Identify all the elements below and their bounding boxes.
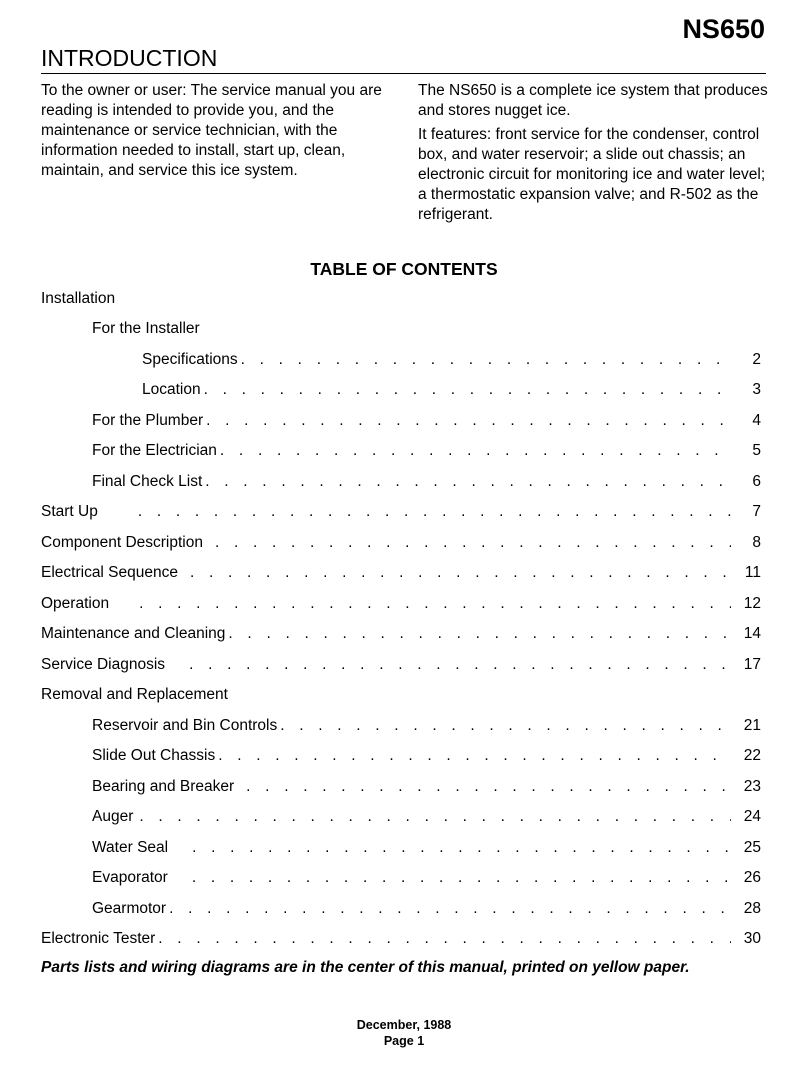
toc-leader-dots [228, 625, 731, 643]
toc-entry[interactable] [92, 467, 761, 497]
toc-leader-dots [169, 900, 731, 918]
toc-entry-label: Component Description [41, 534, 203, 551]
toc-entry-page: 4 [752, 412, 761, 429]
toc-entry-page: 25 [743, 839, 761, 856]
toc-entry-page: 8 [752, 534, 761, 551]
toc-entry-label: Location [142, 381, 201, 398]
toc-entry-label: Slide Out Chassis [92, 747, 216, 764]
toc-entry[interactable] [41, 924, 761, 954]
toc-entry-page: 30 [743, 930, 761, 947]
toc-entry-page: 12 [743, 595, 761, 612]
toc-leader-dots [205, 473, 731, 491]
toc-entry-page: 21 [743, 717, 761, 734]
intro-right-column [418, 81, 768, 225]
toc-entry-page: 22 [743, 747, 761, 764]
toc-entry[interactable] [92, 894, 761, 924]
toc-entry[interactable] [92, 406, 761, 436]
toc-entry-label: Installation [41, 290, 116, 307]
toc-leader-dots [139, 595, 731, 613]
toc-leader-dots [220, 442, 731, 460]
toc-leader-dots [204, 381, 731, 399]
intro-owner-paragraph: To the owner or user: The service manual you are reading is intended to provide you, and the maintenance or service technician, with the information needed to install, start up, clean, maintain, and service this ice system. [41, 82, 382, 179]
toc-leader-dots [246, 778, 731, 796]
toc-leader-dots [138, 503, 731, 521]
intro-left-column [41, 81, 396, 181]
intro-features-paragraph: It features: front service for the condenser, control box, and water reservoir; a slide out chassis; an electronic circuit for monitoring ice and water level; a thermostatic expansion valve; and R-502 as the refrigerant. [418, 126, 766, 223]
toc-entry-label: Electrical Sequence [41, 564, 178, 581]
toc-entry-label: Auger [92, 808, 134, 825]
toc-entry[interactable] [92, 802, 761, 832]
toc-entry[interactable] [41, 680, 761, 710]
toc-entry[interactable] [41, 497, 761, 527]
toc-entry-page: 11 [744, 564, 761, 581]
toc-leader-dots [190, 564, 731, 582]
header-rule [41, 73, 766, 74]
toc-entry-page: 14 [743, 625, 761, 642]
toc-leader-dots [192, 869, 731, 887]
toc-entry[interactable] [92, 436, 761, 466]
toc-entry-label: Operation [41, 595, 110, 612]
page-footer [0, 1017, 808, 1049]
toc-entry-label: For the Electrician [92, 442, 217, 459]
toc-title: TABLE OF CONTENTS [310, 259, 498, 279]
toc-entry-page: 7 [752, 503, 761, 520]
toc-leader-dots [192, 839, 731, 857]
toc-entry[interactable] [142, 345, 761, 375]
toc-entry[interactable] [92, 314, 761, 344]
toc-entry-label: Final Check List [92, 473, 203, 490]
toc-leader-dots [189, 656, 731, 674]
toc-entry[interactable] [142, 375, 761, 405]
toc-entry-page: 3 [752, 381, 761, 398]
toc-entry-label: Water Seal [92, 839, 169, 856]
toc-entry-label: Electronic Tester [41, 930, 156, 947]
toc-entry[interactable] [41, 589, 761, 619]
toc-entry[interactable] [92, 741, 761, 771]
toc-entry[interactable] [41, 619, 761, 649]
model-number: NS650 [682, 14, 765, 44]
toc-entry-label: Specifications [142, 351, 238, 368]
intro-system-paragraph: The NS650 is a complete ice system that produces and stores nugget ice. [418, 82, 768, 119]
toc-entry-label: For the Installer [92, 320, 200, 337]
section-title: INTRODUCTION [41, 45, 218, 71]
toc-entry-label: Reservoir and Bin Controls [92, 717, 278, 734]
toc-entry[interactable] [41, 650, 761, 680]
toc-leader-dots [158, 930, 731, 948]
toc-entry-page: 24 [743, 808, 761, 825]
toc-entry[interactable] [92, 863, 761, 893]
toc-entry-page: 5 [752, 442, 761, 459]
toc-entry-label: Gearmotor [92, 900, 167, 917]
toc-entry-page: 28 [743, 900, 761, 917]
toc-entry[interactable] [41, 558, 761, 588]
toc-entry-label: Service Diagnosis [41, 656, 166, 673]
toc-entry-label: Start Up [41, 503, 98, 520]
toc-leader-dots [218, 747, 731, 765]
parts-lists-note: Parts lists and wiring diagrams are in the center of this manual, printed on yellow paper. [41, 959, 690, 976]
toc-entry-label: Evaporator [92, 869, 168, 886]
toc-leader-dots [241, 351, 731, 369]
toc-leader-dots [280, 717, 731, 735]
toc-leader-dots [206, 412, 731, 430]
toc-entry-page: 6 [752, 473, 761, 490]
toc-entry-page: 17 [743, 656, 761, 673]
toc-leader-dots [139, 808, 731, 826]
toc-entry-label: Maintenance and Cleaning [41, 625, 226, 642]
toc-entry-label: Bearing and Breaker [92, 778, 235, 795]
toc-entry-page: 2 [752, 351, 761, 368]
toc-entry[interactable] [41, 284, 761, 314]
toc-entry-page: 23 [743, 778, 761, 795]
toc-entry[interactable] [92, 833, 761, 863]
toc-entry-page: 26 [743, 869, 761, 886]
toc-entry-label: Removal and Replacement [41, 686, 228, 703]
toc-entry[interactable] [92, 772, 761, 802]
toc-entry-label: For the Plumber [92, 412, 204, 429]
toc-entry[interactable] [41, 528, 761, 558]
footer-date: December, 1988 [356, 1018, 452, 1032]
toc-leader-dots [215, 534, 731, 552]
footer-page-number: Page 1 [383, 1034, 425, 1048]
toc-entry[interactable] [92, 711, 761, 741]
